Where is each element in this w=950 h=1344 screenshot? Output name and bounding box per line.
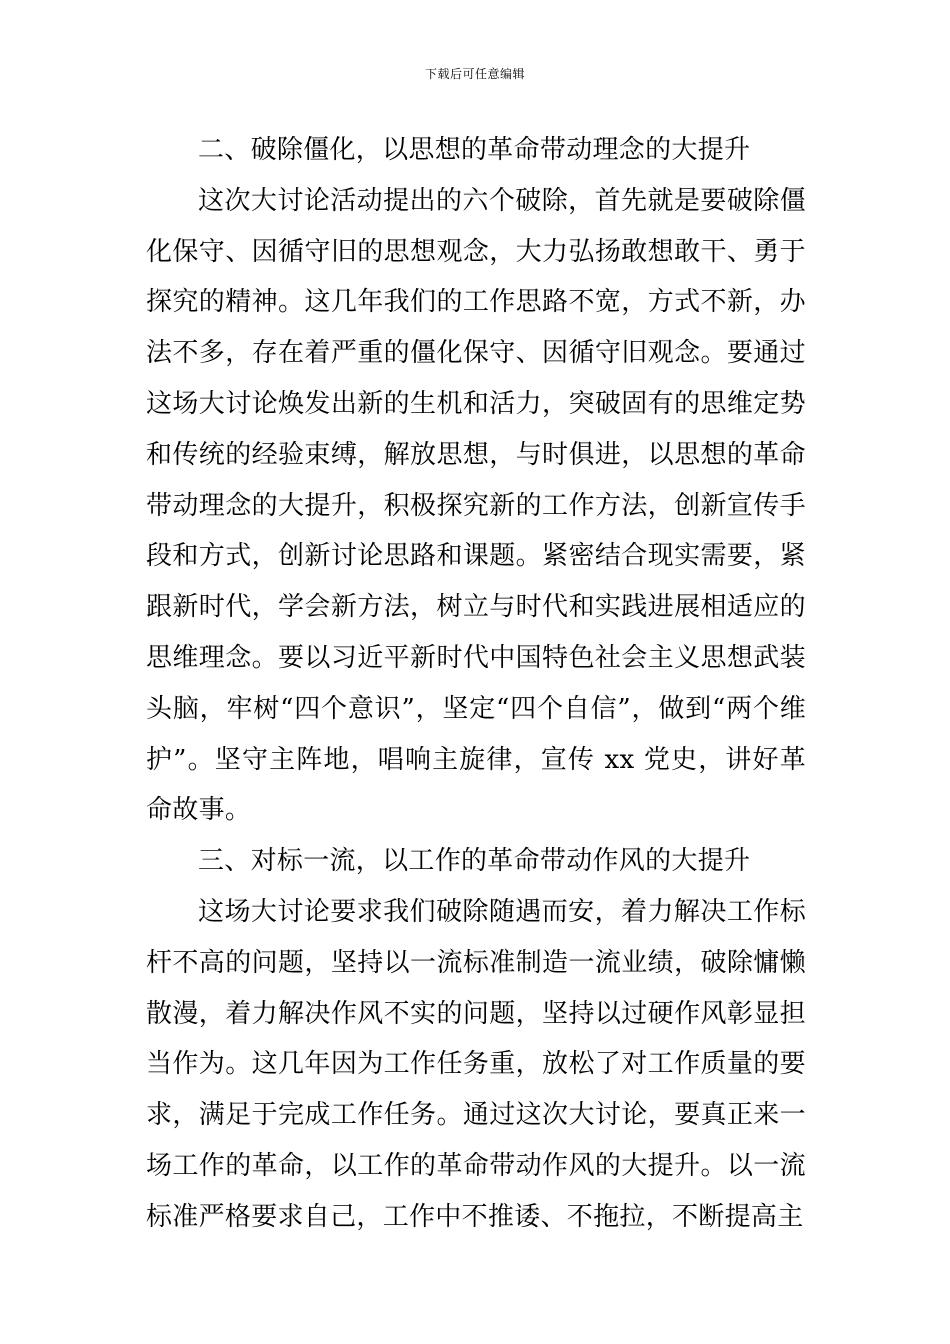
section-heading-2: 二、破除僵化，以思想的革命带动理念的大提升: [198, 135, 751, 165]
header-note: 下载后可任意编辑: [424, 67, 525, 81]
section-heading-3: 三、对标一流，以工作的革命带动作风的大提升: [198, 846, 751, 877]
body-paragraph-2: 这场大讨论要求我们破除随遇而安，着力解决工作标杆不高的问题，坚持以一流标准制造一流业绩，破除慵懒散漫，着力解决作风不实的问题，坚持以过硬作风彰显担当作为。这几年因为工作任务重，放松了对工作质量的要求，满足于完成工作任务。通过这次大讨论，要真正来一场工作的革命，以工作的革命带动作风的大提升。以一流标准严格要求自己，工作中不推诿、不拖拉，不断提高主: [146, 896, 806, 1232]
body-paragraph-1: 这次大讨论活动提出的六个破除，首先就是要破除僵化保守、因循守旧的思想观念，大力弘扬敢想敢干、勇于探究的精神。这几年我们的工作思路不宽，方式不新，办法不多，存在着严重的僵化保守、因循守旧观念。要通过这场大讨论焕发出新的生机和活力，突破固有的思维定势和传统的经验束缚，解放思想，与时俱进，以思想的革命带动理念的大提升，积极探究新的工作方法，创新宣传手段和方式，创新讨论思路和课题。紧密结合现实需要，紧跟新时代，学会新方法，树立与时代和实践进展相适应的思维理念。要以习近平新时代中国特色社会主义思想武装头脑，牢树“四个意识”，坚定“四个自信”，做到“两个维护”。坚守主阵地，唱响主旋律，宣传 xx 党史，讲好革命故事。: [146, 185, 806, 826]
document-body: [146, 125, 806, 1243]
